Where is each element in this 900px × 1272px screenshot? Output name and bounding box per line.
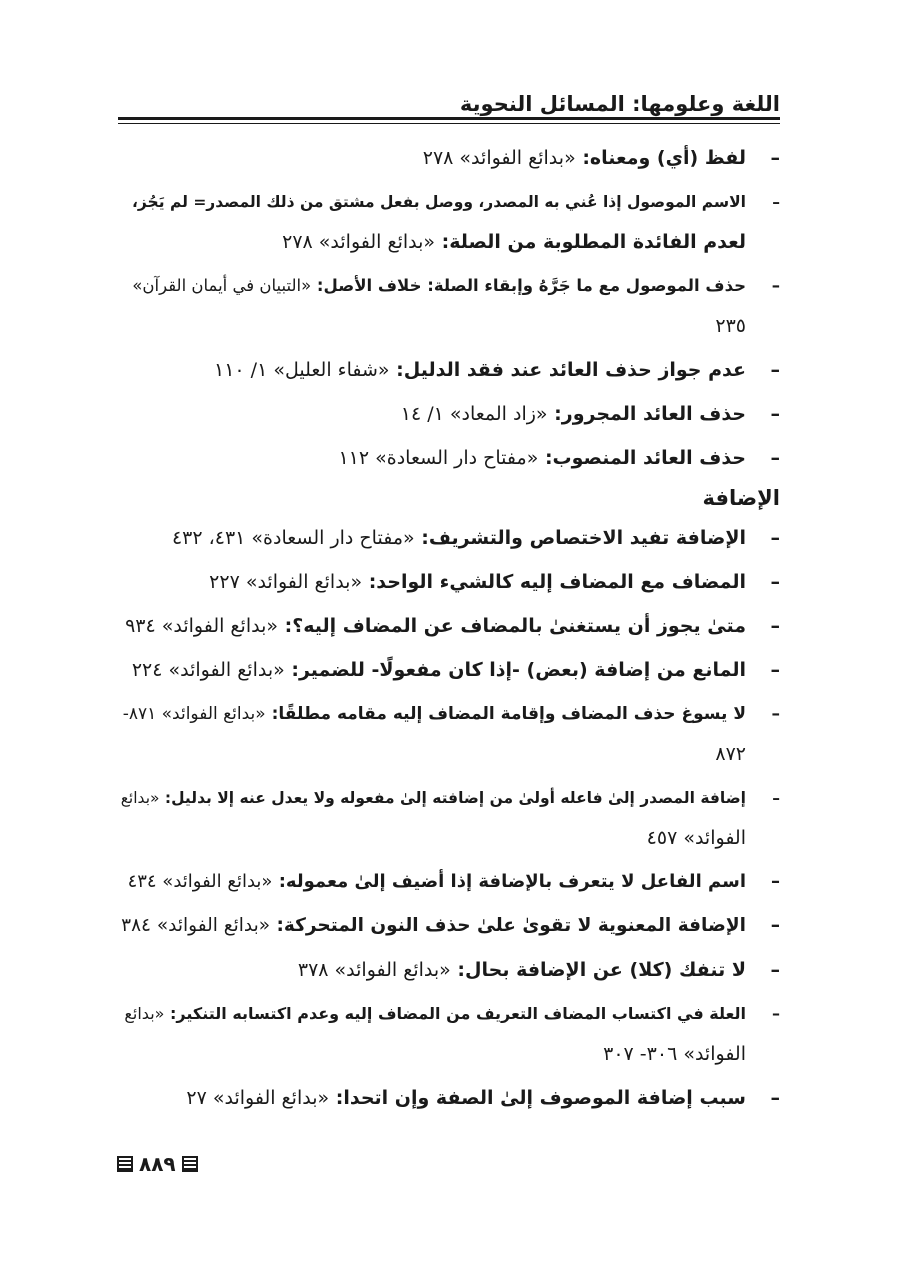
dash-bullet: – (770, 447, 780, 469)
dash-bullet: – (770, 403, 780, 425)
item-citation: «بدائع الفوائد» ٣٨٤ (121, 915, 271, 936)
item-citation: «التبيان في أيمان القرآن» (132, 276, 312, 295)
section-heading: الإضافة (702, 486, 780, 510)
item-citation: الفوائد» ٣٠٦- ٣٠٧ (603, 1043, 746, 1065)
item-text: حذف الموصول مع ما جَرَّهُ وإبقاء الصلة: خلاف الأصل: (311, 276, 746, 295)
item-text: متىٰ يجوز أن يستغنىٰ بالمضاف عن المضاف إليه؟: (278, 615, 746, 637)
ornament-icon (182, 1156, 198, 1172)
list-item (128, 862, 780, 902)
item-citation: «زاد المعاد» ١/ ١٤ (400, 403, 548, 425)
item-text: لا يسوغ حذف المضاف وإقامة المضاف إليه مقامه مطلقًا: (265, 704, 746, 724)
item-citation: ٢٣٥ (715, 315, 746, 337)
item-text: الإضافة المعنوية لا تقوىٰ علىٰ حذف النون المتحركة: (270, 915, 746, 936)
item-citation: «مفتاح دار السعادة» ٤٣١، ٤٣٢ (171, 527, 415, 549)
dash-bullet: – (771, 871, 780, 892)
list-item (338, 438, 780, 478)
list-item (124, 994, 780, 1034)
ornament-icon (117, 1156, 133, 1172)
item-citation: الفوائد» ٤٥٧ (646, 827, 746, 849)
item-continuation (715, 306, 780, 346)
list-item (121, 778, 780, 818)
item-citation: «بدائع الفوائد» ٣٧٨ (297, 959, 451, 981)
list-item (401, 394, 780, 434)
item-citation: «بدائع الفوائد» ٢٧٨ (282, 231, 436, 253)
dash-bullet: – (770, 147, 780, 169)
list-item (298, 950, 780, 990)
page-folio (117, 1152, 198, 1176)
list-item (172, 518, 780, 558)
item-citation: ٨٧٢ (715, 743, 746, 765)
dash-bullet: – (770, 959, 780, 981)
item-text: العلة في اكتساب المضاف التعريف من المضاف إليه وعدم اكتسابه التنكير: (164, 1004, 746, 1023)
list-item (186, 1078, 780, 1118)
item-text: لفظ (أي) ومعناه: (575, 147, 746, 169)
item-text: حذف العائد المنصوب: (538, 447, 746, 469)
dash-bullet: – (772, 1004, 780, 1023)
list-item (125, 606, 780, 646)
dash-bullet: – (770, 915, 780, 936)
item-citation: «مفتاح دار السعادة» ١١٢ (338, 447, 539, 469)
item-text: اسم الفاعل لا يتعرف بالإضافة إذا أضيف إلىٰ معموله: (272, 871, 746, 892)
dash-bullet: – (772, 789, 780, 807)
item-text: لا تنفك (كلا) عن الإضافة بحال: (450, 959, 746, 981)
header-rule-thick (118, 117, 780, 120)
item-citation: «بدائع الفوائد» ٢٢٤ (131, 659, 285, 681)
item-citation: «بدائع الفوائد» ٢٧٨ (422, 147, 576, 169)
dash-bullet: – (770, 615, 780, 637)
list-item (214, 350, 780, 390)
list-item (132, 266, 780, 306)
item-continuation (282, 222, 780, 262)
item-citation: «بدائع الفوائد» ٢٢٧ (209, 571, 363, 593)
item-text: إضافة المصدر إلىٰ فاعله أولىٰ من إضافته إلىٰ مفعوله ولا يعدل عنه إلا بدليل: (159, 789, 746, 807)
dash-bullet: – (771, 276, 780, 295)
page-number: ٨٨٩ (139, 1152, 176, 1176)
list-item (423, 138, 780, 178)
dash-bullet: – (770, 527, 780, 549)
item-citation: «بدائع الفوائد» ٤٣٤ (127, 871, 273, 892)
item-citation: «بدائع الفوائد» ٩٣٤ (125, 615, 278, 637)
item-text: الاسم الموصول إذا عُني به المصدر، ووصل بفعل مشتق من ذلك المصدر= لم يَجُز، (132, 193, 746, 211)
item-text: عدم جواز حذف العائد عند فقد الدليل: (389, 359, 746, 381)
item-text: لعدم الفائدة المطلوبة من الصلة: (435, 231, 746, 253)
list-item (209, 562, 780, 602)
item-text: سبب إضافة الموصوف إلىٰ الصفة وإن اتحدا: (329, 1087, 746, 1109)
header-rule-thin (118, 123, 780, 124)
dash-bullet: – (771, 704, 780, 724)
running-head: اللغة وعلومها: المسائل النحوية (459, 92, 780, 116)
item-continuation (603, 1034, 780, 1074)
item-text: الإضافة تفيد الاختصاص والتشريف: (414, 527, 746, 549)
list-item (121, 906, 780, 946)
dash-bullet: – (770, 659, 780, 681)
item-citation: «بدائع الفوائد» ٨٧١- (122, 704, 266, 724)
item-citation: «شفاء العليل» ١/ ١١٠ (214, 359, 390, 381)
item-continuation (647, 818, 780, 858)
item-text: المانع من إضافة (بعض) -إذا كان مفعولًا- للضمير: (284, 659, 746, 681)
dash-bullet: – (770, 571, 780, 593)
dash-bullet: – (770, 1087, 780, 1109)
dash-bullet: – (770, 359, 780, 381)
item-text: المضاف مع المضاف إليه كالشيء الواحد: (362, 571, 746, 593)
item-text: حذف العائد المجرور: (547, 403, 746, 425)
list-item (123, 694, 780, 734)
list-item (132, 650, 780, 690)
dash-bullet: – (772, 193, 780, 211)
list-item (132, 182, 780, 222)
item-citation: «بدائع (120, 789, 160, 807)
item-continuation (715, 734, 780, 774)
item-citation: «بدائع (124, 1004, 165, 1023)
item-citation: «بدائع الفوائد» ٢٧ (186, 1087, 330, 1109)
